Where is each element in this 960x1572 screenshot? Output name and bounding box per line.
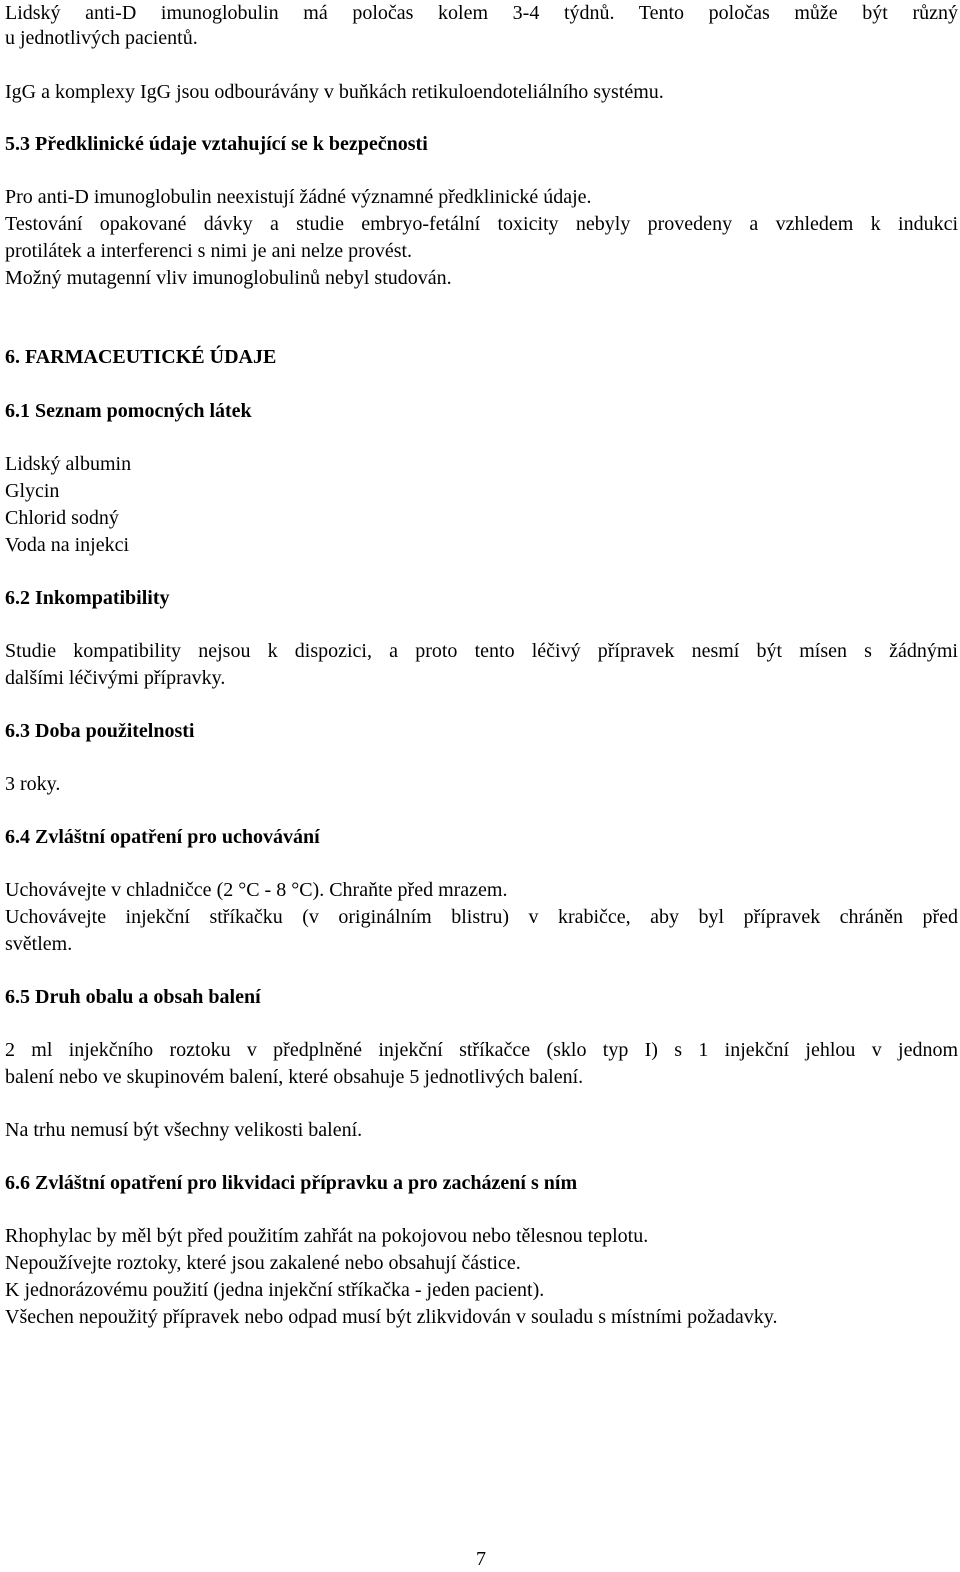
body-text-line: protilátek a interferenci s nimi je ani nelze provést. bbox=[5, 240, 413, 262]
body-text-line: Uchovávejte injekční stříkačku (v originálním blistru) v krabičce, aby byl přípravek chráněn před bbox=[5, 906, 958, 928]
body-text-line: Možný mutagenní vliv imunoglobulinů nebyl studován. bbox=[5, 267, 452, 289]
body-text-line: Studie kompatibility nejsou k dispozici, a proto tento léčivý přípravek nesmí být mísen s žádnými bbox=[5, 640, 958, 662]
body-text-line: Testování opakované dávky a studie embryo-fetální toxicity nebyly provedeny a vzhledem k indukci bbox=[5, 213, 958, 235]
section-heading-6-4: 6.4 Zvláštní opatření pro uchovávání bbox=[5, 826, 320, 848]
section-heading-5-3: 5.3 Předklinické údaje vztahující se k bezpečnosti bbox=[5, 133, 428, 155]
body-text-line: Na trhu nemusí být všechny velikosti balení. bbox=[5, 1119, 363, 1141]
body-text-line: K jednorázovému použití (jedna injekční stříkačka - jeden pacient). bbox=[5, 1279, 545, 1301]
body-text-line: dalšími léčivými přípravky. bbox=[5, 667, 226, 689]
body-text-line: Lidský anti-D imunoglobulin má poločas kolem 3-4 týdnů. Tento poločas může být různý bbox=[5, 2, 958, 24]
body-text-line: Všechen nepoužitý přípravek nebo odpad musí být zlikvidován v souladu s místními požadavky. bbox=[5, 1306, 778, 1328]
list-item: Glycin bbox=[5, 480, 60, 502]
section-heading-6-1: 6.1 Seznam pomocných látek bbox=[5, 400, 252, 422]
section-heading-6: 6. FARMACEUTICKÉ ÚDAJE bbox=[5, 346, 277, 368]
body-text-line: 3 roky. bbox=[5, 773, 61, 795]
body-text-line: u jednotlivých pacientů. bbox=[5, 27, 198, 49]
section-heading-6-2: 6.2 Inkompatibility bbox=[5, 587, 170, 609]
body-text-line: světlem. bbox=[5, 933, 73, 955]
body-text-line: balení nebo ve skupinovém balení, které obsahuje 5 jednotlivých balení. bbox=[5, 1066, 584, 1088]
list-item: Chlorid sodný bbox=[5, 507, 119, 529]
body-text-line: Pro anti-D imunoglobulin neexistují žádné významné předklinické údaje. bbox=[5, 186, 592, 208]
body-text-line: Rhophylac by měl být před použitím zahřát na pokojovou nebo tělesnou teplotu. bbox=[5, 1225, 649, 1247]
body-text-line: 2 ml injekčního roztoku v předplněné injekční stříkačce (sklo typ I) s 1 injekční jehlou v jednom bbox=[5, 1039, 958, 1061]
list-item: Lidský albumin bbox=[5, 453, 132, 475]
section-heading-6-5: 6.5 Druh obalu a obsah balení bbox=[5, 986, 261, 1008]
list-item: Voda na injekci bbox=[5, 534, 130, 556]
section-heading-6-6: 6.6 Zvláštní opatření pro likvidaci přípravku a pro zacházení s ním bbox=[5, 1172, 578, 1194]
body-text-line: IgG a komplexy IgG jsou odbourávány v buňkách retikuloendoteliálního systému. bbox=[5, 81, 664, 103]
page-number: 7 bbox=[476, 1548, 486, 1570]
body-text-line: Uchovávejte v chladničce (2 °C - 8 °C). Chraňte před mrazem. bbox=[5, 879, 508, 901]
body-text-line: Nepoužívejte roztoky, které jsou zakalené nebo obsahují částice. bbox=[5, 1252, 521, 1274]
document-page bbox=[5, 0, 958, 1572]
section-heading-6-3: 6.3 Doba použitelnosti bbox=[5, 720, 195, 742]
